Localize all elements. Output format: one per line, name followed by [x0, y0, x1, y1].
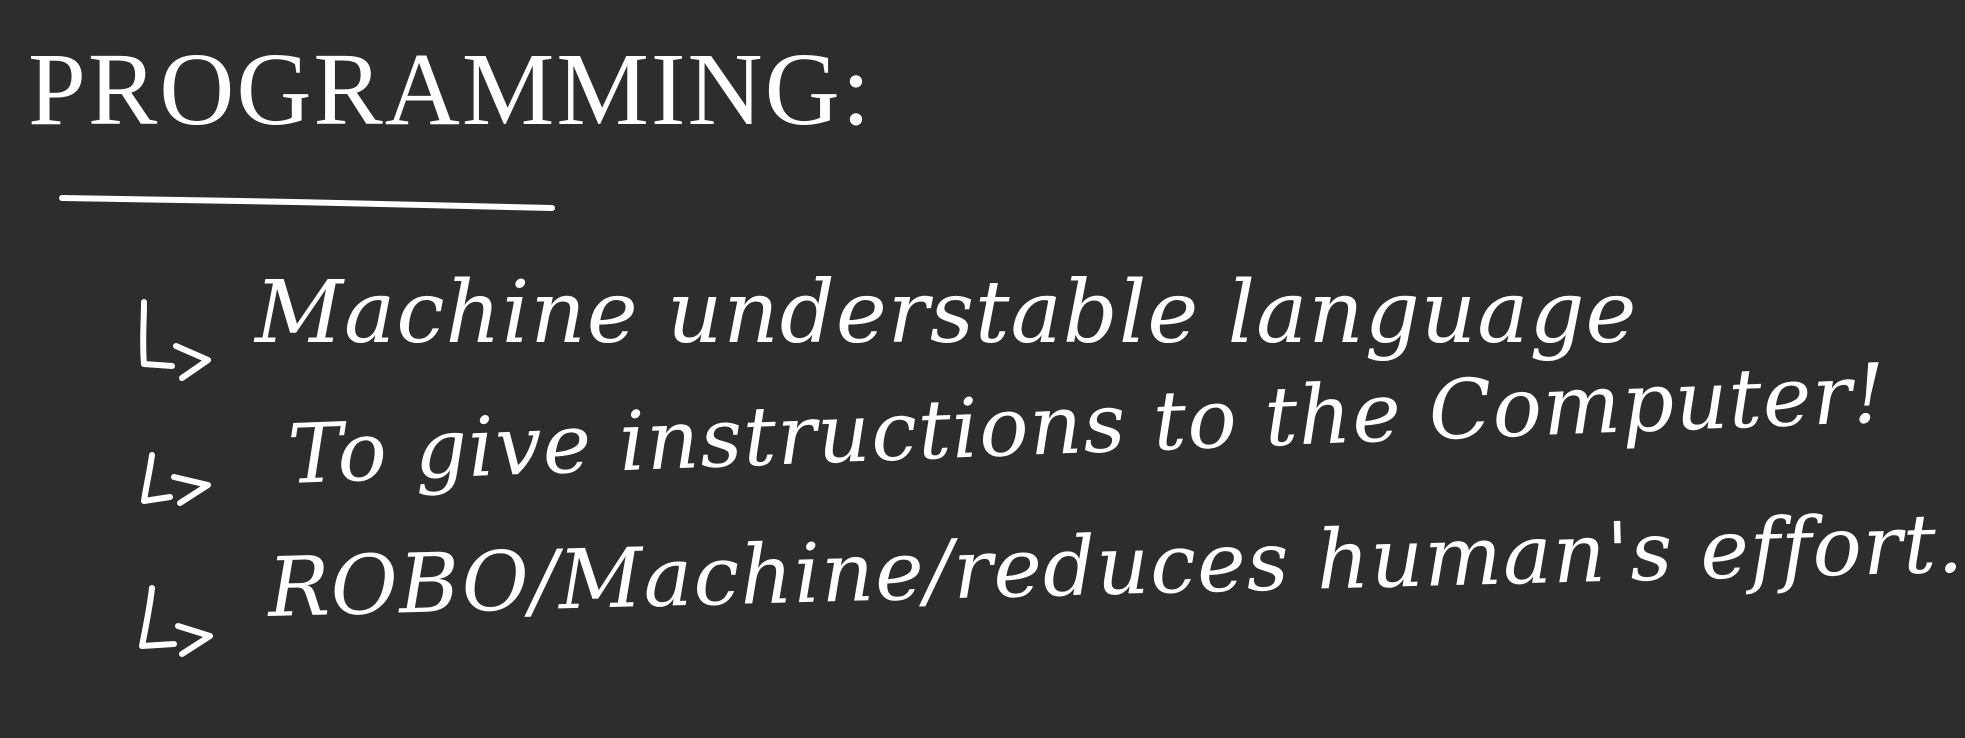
list-item — [130, 496, 1965, 638]
page-title: PROGRAMMING: — [28, 32, 873, 147]
arrow-return-icon — [130, 262, 230, 372]
list-item — [130, 262, 1638, 372]
arrow-return-icon — [130, 528, 230, 638]
list-item-text: ROBO/Machine/reduces human's effort. — [266, 496, 1965, 636]
arrow-return-icon — [130, 395, 230, 505]
list-item — [130, 346, 1889, 505]
list-item-text: Machine understable language — [255, 263, 1638, 363]
list-item-text: To give instructions to the Computer! — [286, 346, 1889, 503]
